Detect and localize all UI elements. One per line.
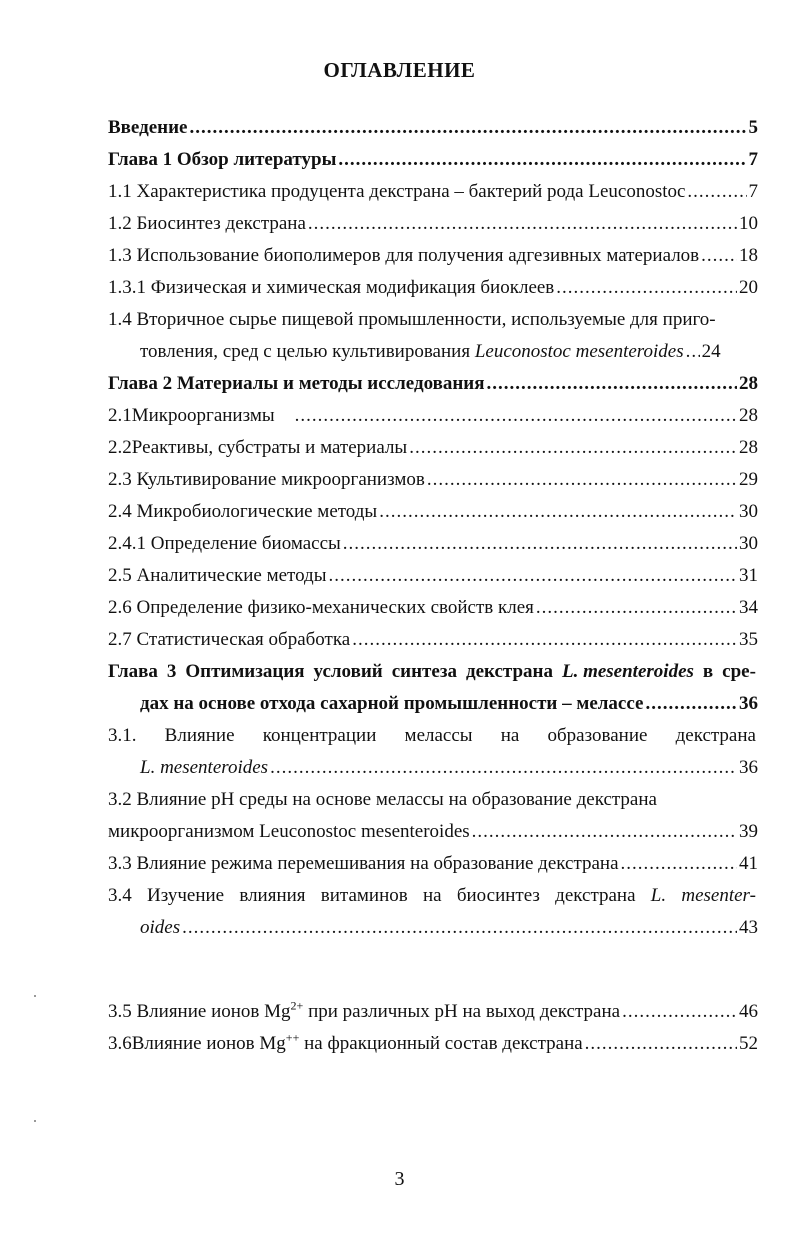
toc-page: 18: [739, 245, 758, 266]
word: в: [702, 661, 714, 682]
species-name: oides: [140, 917, 181, 938]
toc-entry-3-6[interactable]: [108, 1028, 758, 1060]
toc-label: 2.5 Аналитические методы: [108, 565, 327, 586]
scan-speck: [34, 1120, 36, 1122]
superscript: 2+: [290, 998, 304, 1013]
toc-page: 41: [739, 853, 758, 874]
toc-page: 7: [748, 149, 758, 170]
toc-page: 30: [739, 533, 758, 554]
toc-entry-2-1[interactable]: [108, 400, 758, 432]
toc-label: 1.1 Характеристика продуцента декстрана – бактерий рода Leuconostoc: [108, 181, 686, 202]
toc-entry-2-5[interactable]: [108, 560, 758, 592]
toc-entry-1-4-line-1[interactable]: [108, 304, 758, 336]
dot-leader: [338, 144, 746, 176]
dot-leader: [328, 560, 737, 592]
toc-page: 30: [739, 501, 758, 522]
toc-page: 31: [739, 565, 758, 586]
word: на: [500, 725, 520, 746]
word: декстрана: [675, 725, 756, 746]
toc-page: 28: [739, 373, 758, 394]
dot-leader: [427, 464, 737, 496]
dot-leader: [270, 752, 737, 784]
toc-label: 1.4 Вторичное сырье пищевой промышленности, используемые для приго-: [108, 309, 716, 330]
dot-leader: [308, 208, 737, 240]
toc-entry-3-4-line-2[interactable]: [108, 912, 758, 944]
toc-label: 2.2Реактивы, субстраты и материалы: [108, 437, 408, 458]
word: Оптимизация: [185, 661, 305, 682]
dot-leader: [556, 272, 737, 304]
toc-label: 3.2 Влияние pH среды на основе мелассы на образование декстрана: [108, 789, 657, 810]
page-number: 3: [394, 1168, 405, 1190]
species-name: L.: [650, 885, 667, 906]
species-name: L. mesenteroides: [561, 661, 694, 682]
toc-label: Глава 2 Материалы и методы исследования: [108, 373, 485, 394]
toc-page: 36: [739, 757, 758, 778]
toc-label-continued: [140, 336, 684, 368]
toc-label: 2.1Микроорганизмы: [108, 405, 275, 426]
word: Глава: [108, 661, 158, 682]
toc-page: 46: [739, 1001, 758, 1022]
spacer: [108, 944, 758, 996]
toc-entry-1-4-line-2[interactable]: [108, 336, 758, 368]
toc-page: 35: [739, 629, 758, 650]
toc-page: 28: [739, 405, 758, 426]
toc-label-continued: дах на основе отхода сахарной промышленности – мелассе: [140, 693, 644, 714]
dot-leader: [409, 432, 737, 464]
word: декстрана: [465, 661, 553, 682]
species-name: L. mesenteroides: [140, 757, 269, 778]
species-name: Leuconostoc mesenteroides: [474, 341, 684, 362]
dot-leader: [622, 996, 737, 1028]
toc-entry-3-1-line-2[interactable]: [108, 752, 758, 784]
toc-entry-3-5[interactable]: [108, 996, 758, 1028]
toc-label-text: 3.6Влияние ионов Mg: [108, 1033, 286, 1054]
toc-entry-intro[interactable]: [108, 112, 758, 144]
toc-entry-chapter-3-line-1[interactable]: [108, 656, 758, 688]
word: биосинтез: [456, 885, 540, 906]
toc-entry-1-3[interactable]: [108, 240, 758, 272]
dot-leader: [645, 688, 737, 720]
toc-label-text: 3.5 Влияние ионов Mg: [108, 1001, 291, 1022]
toc-page: 20: [739, 277, 758, 298]
dot-leader: [686, 336, 700, 368]
toc-entry-2-2[interactable]: [108, 432, 758, 464]
dot-leader: [536, 592, 737, 624]
word: мелассы: [404, 725, 473, 746]
dot-leader: [487, 368, 737, 400]
toc-page: 5: [748, 117, 758, 138]
word: 3.4: [108, 885, 132, 906]
toc-label: Введение: [108, 117, 188, 138]
toc-entry-3-3[interactable]: [108, 848, 758, 880]
word: синтеза: [391, 661, 457, 682]
toc-entry-2-4[interactable]: [108, 496, 758, 528]
toc-entry-2-4-1[interactable]: [108, 528, 758, 560]
scan-speck: [34, 995, 36, 997]
toc-page: 34: [739, 597, 758, 618]
toc-label: 2.6 Определение физико-механических свойств клея: [108, 597, 534, 618]
dot-leader: [295, 400, 737, 432]
dot-leader: [379, 496, 737, 528]
toc-label: 1.3 Использование биополимеров для получения адгезивных материалов: [108, 245, 700, 266]
dot-leader: [585, 1028, 737, 1060]
toc-page: 24: [701, 341, 721, 362]
toc-label-justified: [108, 720, 758, 752]
toc-label: 2.4.1 Определение биомассы: [108, 533, 341, 554]
toc-label: 1.2 Биосинтез декстрана: [108, 213, 306, 234]
word: 3.1.: [108, 725, 137, 746]
dot-leader: [190, 112, 747, 144]
dot-leader: [182, 912, 737, 944]
toc-page: 39: [739, 821, 758, 842]
word: Влияние: [164, 725, 235, 746]
page-title: ОГЛАВЛЕНИЕ: [323, 58, 476, 82]
toc-page: 10: [739, 213, 758, 234]
word: влияния: [239, 885, 306, 906]
dot-leader: [701, 240, 737, 272]
toc-entry-1-3-1[interactable]: [108, 272, 758, 304]
toc-page: 52: [739, 1033, 758, 1054]
toc-page: 28: [739, 437, 758, 458]
toc-label-continued: микроорганизмом Leuconostoc mesenteroides: [108, 821, 470, 842]
species-name: mesenter-: [681, 885, 756, 906]
toc-entry-2-6[interactable]: [108, 592, 758, 624]
toc-label: Глава 1 Обзор литературы: [108, 149, 337, 170]
toc-label-justified: [108, 880, 758, 912]
toc-label-text: на фракционный состав декстрана: [299, 1033, 583, 1054]
toc-entry-2-7[interactable]: [108, 624, 758, 656]
toc-entry-chapter-1[interactable]: [108, 144, 758, 176]
toc-entry-3-2-line-1[interactable]: [108, 784, 758, 816]
word: образование: [547, 725, 648, 746]
toc-entry-chapter-3-line-2[interactable]: [108, 688, 758, 720]
toc-label-text: товления, сред с целью культивирования: [140, 341, 471, 362]
toc-page: 36: [739, 693, 758, 714]
toc-label: 2.7 Статистическая обработка: [108, 629, 351, 650]
word: Изучение: [147, 885, 225, 906]
word: концентрации: [262, 725, 377, 746]
dot-leader: [343, 528, 737, 560]
toc-entry-1-1[interactable]: [108, 176, 758, 208]
dot-leader: [621, 848, 737, 880]
toc-entry-1-2[interactable]: [108, 208, 758, 240]
word: декстрана: [555, 885, 636, 906]
toc-entry-chapter-2[interactable]: [108, 368, 758, 400]
dot-leader: [352, 624, 737, 656]
toc-label-justified: [108, 656, 758, 688]
word: условий: [313, 661, 383, 682]
dot-leader: [472, 816, 737, 848]
toc-label: [108, 996, 620, 1028]
toc-entry-3-1-line-1[interactable]: [108, 720, 758, 752]
word: на: [422, 885, 442, 906]
toc-page: 7: [748, 181, 758, 202]
toc-label: 2.3 Культивирование микроорганизмов: [108, 469, 425, 490]
table-of-contents: [108, 112, 758, 1060]
toc-label: [108, 1028, 583, 1060]
dot-leader: [687, 176, 746, 208]
toc-label: 3.3 Влияние режима перемешивания на образование декстрана: [108, 853, 619, 874]
word: 3: [166, 661, 177, 682]
superscript: ++: [285, 1030, 300, 1045]
toc-label: 2.4 Микробиологические методы: [108, 501, 378, 522]
toc-page: 29: [739, 469, 758, 490]
toc-label: 1.3.1 Физическая и химическая модификация биоклеев: [108, 277, 555, 298]
word: сре-: [722, 661, 756, 682]
toc-entry-3-4-line-1[interactable]: [108, 880, 758, 912]
toc-entry-2-3[interactable]: [108, 464, 758, 496]
toc-page: 43: [739, 917, 758, 938]
toc-label-text: при различных pH на выход декстрана: [303, 1001, 621, 1022]
word: витаминов: [320, 885, 408, 906]
toc-entry-3-2-line-2[interactable]: [108, 816, 758, 848]
